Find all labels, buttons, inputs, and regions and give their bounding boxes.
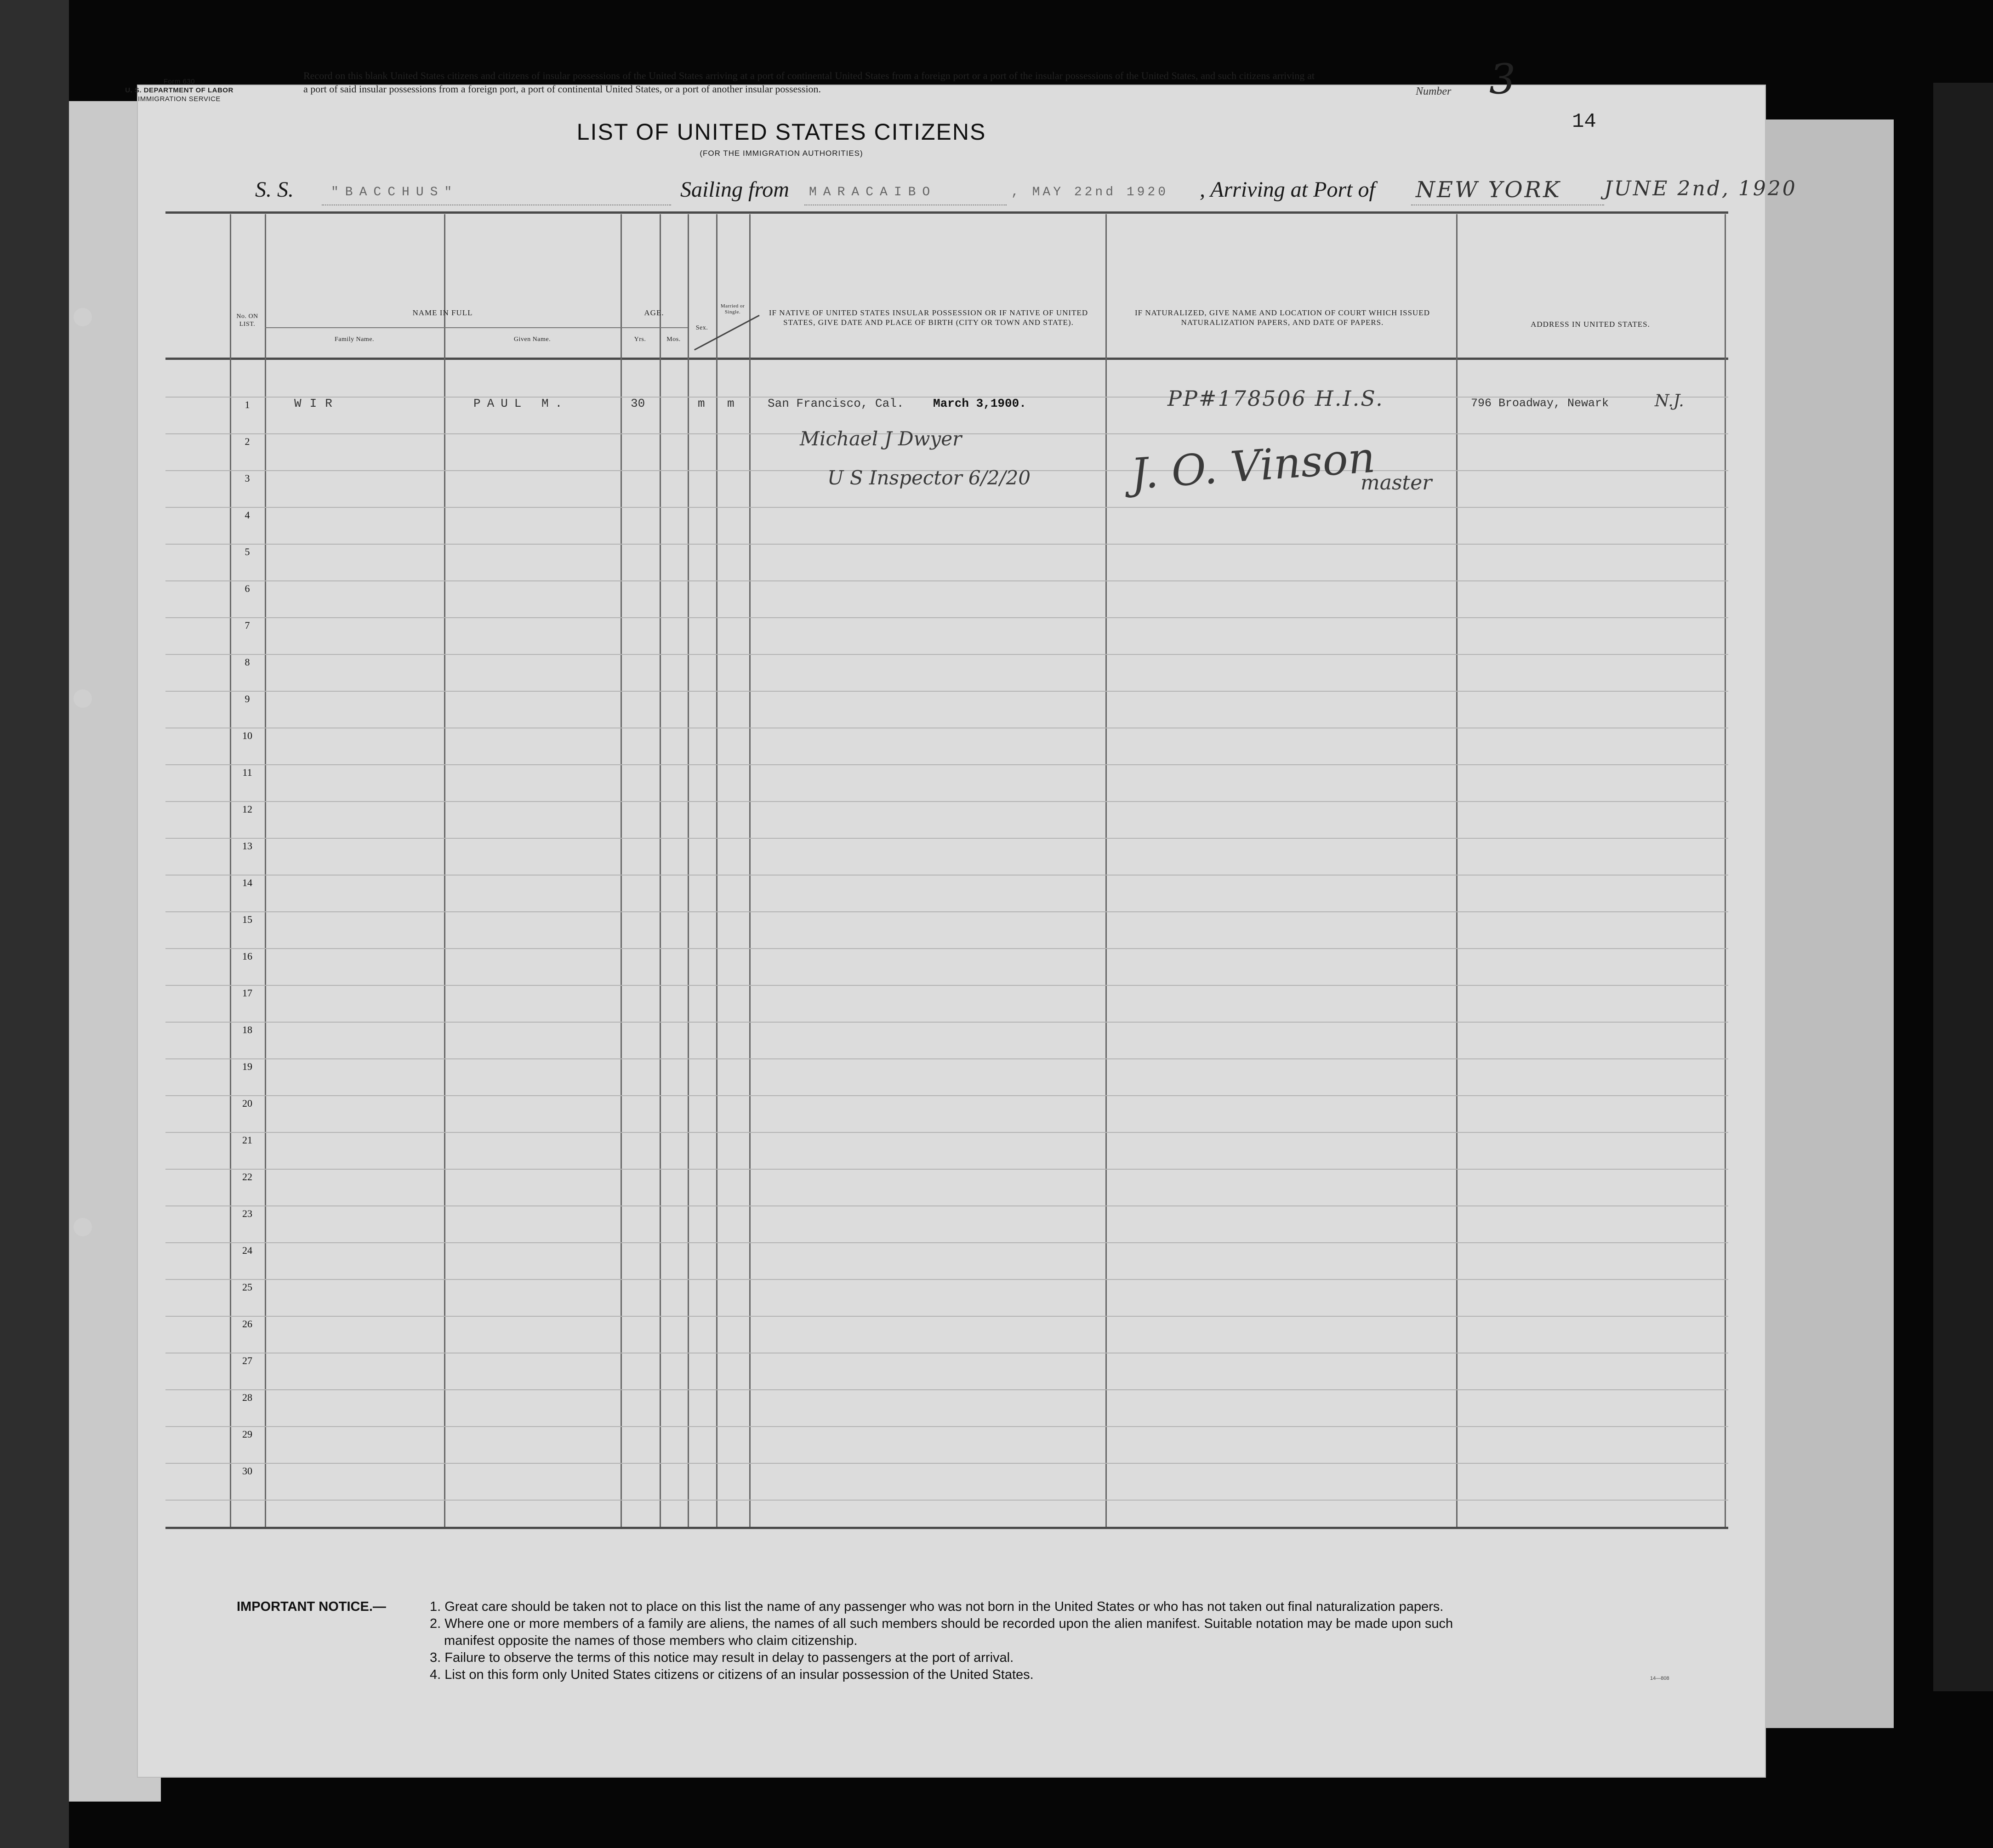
row-number: 25 [242, 1281, 252, 1293]
notice-item-2: 2. Where one or more members of a family are aliens, the names of all such members should be recorded upon the alien manifest. Suitable notation may be made upon such [430, 1616, 1453, 1631]
page-number: 14 [1572, 110, 1596, 133]
col-given-name: Given Name. [513, 336, 551, 343]
sailing-label: Sailing from [680, 177, 789, 202]
row-number: 4 [245, 509, 250, 521]
entry-marital: m [727, 397, 735, 410]
notice-lead: IMPORTANT NOTICE.— [237, 1599, 386, 1614]
row-number: 9 [245, 693, 250, 705]
notice-item-4: 4. List on this form only United States citizens or citizens of an insular possession of the United States. [430, 1667, 1034, 1682]
department-name: U. S. DEPARTMENT OF LABOR [125, 86, 233, 94]
ss-label: S. S. [255, 177, 294, 202]
form-code: 14—808 [1650, 1676, 1669, 1681]
arriving-label: , Arriving at Port of [1200, 177, 1375, 202]
col-no: No. ON LIST. [236, 313, 258, 328]
page-subtitle: (FOR THE IMMIGRATION AUTHORITIES) [700, 149, 863, 158]
row-number: 8 [245, 656, 250, 668]
passenger-table [165, 211, 1728, 1530]
col-place-of-birth: IF NATIVE OF UNITED STATES INSULAR POSSESSION OR IF NATIVE OF UNITED STATES, GIVE DATE AND PLACE OF BIRTH (CITY OR TOWN AND STATE). [769, 308, 1088, 327]
binder-edge [0, 0, 69, 1848]
entry-passport-number: PP#178506 H.I.S. [1167, 386, 1384, 411]
row-number: 15 [242, 914, 252, 925]
master-title: master [1361, 471, 1432, 495]
row-number: 27 [242, 1355, 252, 1366]
notice-item-1: 1. Great care should be taken not to place on this list the name of any passenger who was not born in the United States or who has not taken out final naturalization papers. [430, 1599, 1444, 1614]
ship-name: "BACCHUS" [331, 185, 459, 199]
row-number: 24 [242, 1245, 252, 1256]
binder-hole [74, 689, 92, 708]
row-number: 1 [245, 399, 250, 410]
row-number: 13 [242, 840, 252, 852]
col-naturalization: IF NATURALIZED, GIVE NAME AND LOCATION OF COURT WHICH ISSUED NATURALIZATION PAPERS, AND DATE OF PAPERS. [1134, 308, 1430, 327]
arriving-port: NEW YORK [1416, 177, 1561, 203]
row-number: 16 [242, 950, 252, 962]
col-mos: Mos. [666, 336, 681, 343]
sailing-port: MARACAIBO [809, 185, 937, 199]
form-number: Form 630 [163, 78, 195, 85]
row-number: 19 [242, 1061, 252, 1072]
row-number: 18 [242, 1024, 252, 1035]
row-number: 23 [242, 1208, 252, 1219]
important-notice [237, 1598, 1754, 1683]
entry-address: 796 Broadway, Newark [1471, 397, 1609, 410]
row-number: 21 [242, 1134, 252, 1146]
form-identifier [92, 77, 267, 103]
entry-birth-date: March 3,1900. [933, 397, 1026, 410]
back-sheet-right [1756, 119, 1894, 1728]
inspector-title: U S Inspector 6/2/20 [827, 466, 1031, 489]
page-title: LIST OF UNITED STATES CITIZENS [576, 119, 986, 145]
row-number: 5 [245, 546, 250, 557]
row-number: 11 [242, 767, 252, 778]
row-number: 30 [242, 1465, 252, 1477]
entry-address-state: N.J. [1655, 392, 1684, 410]
sailing-date: , MAY 22nd 1920 [1011, 185, 1169, 199]
notice-item-3: 3. Failure to observe the terms of this notice may result in delay to passengers at the port of arrival. [430, 1650, 1014, 1665]
master-signature: J. O. Vinson [1129, 432, 1377, 499]
col-address: ADDRESS IN UNITED STATES. [1531, 320, 1650, 329]
entry-given-name: PAUL M. [473, 397, 569, 410]
entry-age-years: 30 [631, 397, 645, 410]
row-number: 2 [245, 436, 250, 447]
entry-birth-place: San Francisco, Cal. [768, 397, 904, 410]
col-sex: Sex. [695, 324, 708, 331]
col-married-single: Married or Single. [720, 303, 745, 315]
row-number: 29 [242, 1428, 252, 1440]
entry-sex: m [698, 397, 705, 410]
row-number: 12 [242, 803, 252, 815]
row-number: 26 [242, 1318, 252, 1330]
row-number: 7 [245, 620, 250, 631]
row-number: 6 [245, 583, 250, 594]
row-number: 17 [242, 987, 252, 999]
col-age: AGE. [644, 308, 664, 317]
service-name: IMMIGRATION SERVICE [138, 95, 221, 103]
scan-border-right [1933, 83, 1993, 1691]
notice-item-2-continued: manifest opposite the names of those members who claim citizenship. [444, 1633, 858, 1648]
col-yrs: Yrs. [634, 336, 646, 343]
inspector-name: Michael J Dwyer [800, 427, 962, 450]
form-instructions: Record on this blank United States citizens and citizens of insular possessions of the United States arriving at a port of continental United States from a foreign port or a port of the insular possessions of the United States, and such citizens arriving at a port of said insular possessions from a foreign port, a port of continental United States, or a port of another insular possession. [303, 70, 1315, 95]
binder-hole [74, 308, 92, 326]
row-number: 14 [242, 877, 252, 888]
binder-hole [74, 1218, 92, 1236]
row-number: 28 [242, 1392, 252, 1403]
row-number: 3 [245, 472, 250, 484]
arriving-date: JUNE 2nd, 1920 [1604, 177, 1797, 200]
row-number: 20 [242, 1097, 252, 1109]
entry-family-name: WIR [294, 397, 341, 410]
col-family-name: Family Name. [334, 336, 375, 343]
number-value: 3 [1489, 55, 1516, 103]
row-number: 10 [242, 730, 252, 741]
row-number: 22 [242, 1171, 252, 1183]
number-label: Number [1416, 85, 1452, 97]
voyage-line [74, 177, 1797, 209]
col-name-in-full: NAME IN FULL [412, 308, 473, 317]
